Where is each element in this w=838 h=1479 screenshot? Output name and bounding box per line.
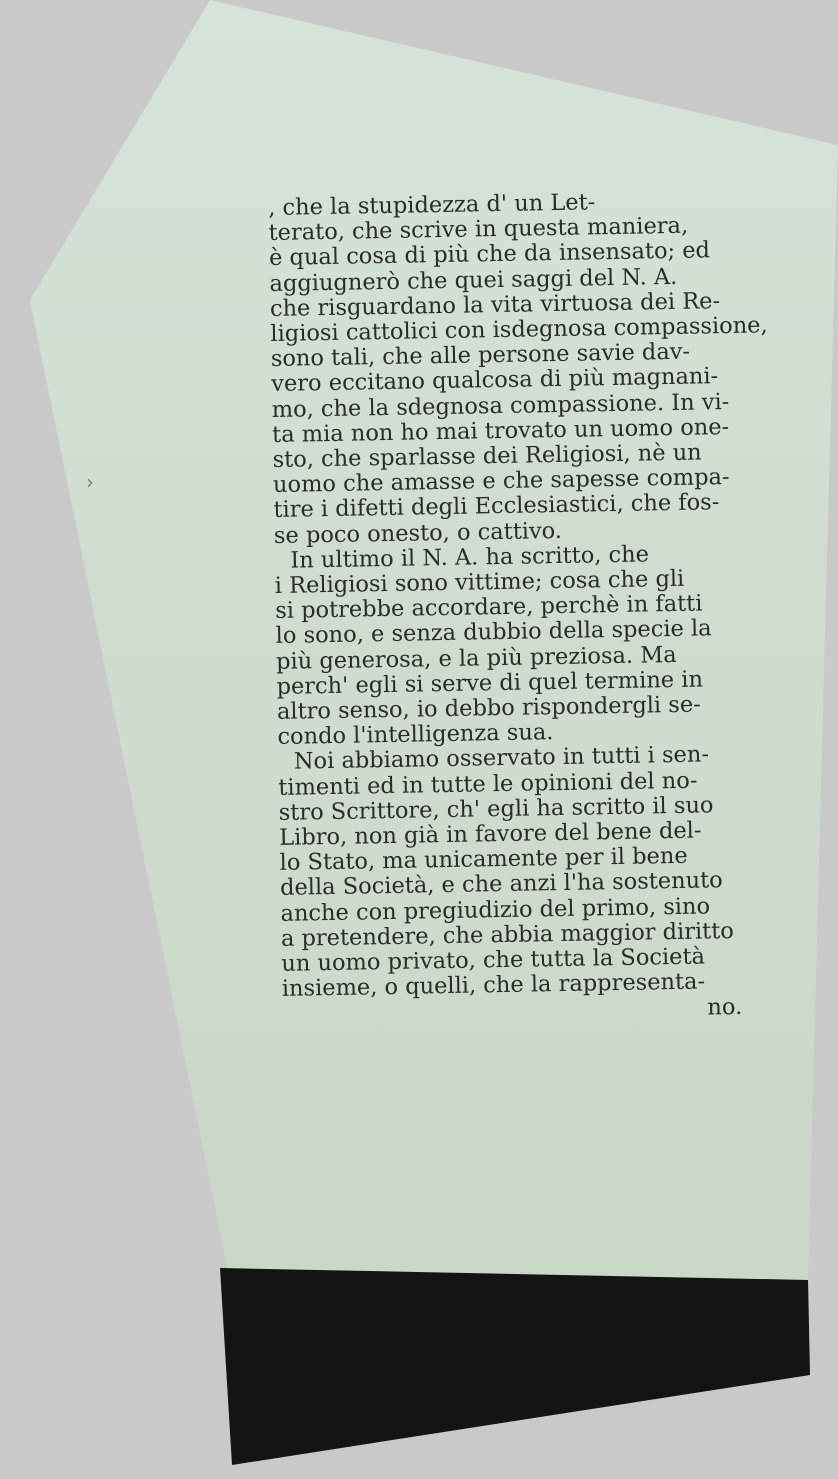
body-text — [268, 187, 812, 1028]
text-line: ligiosi cattolici con isdegnosa compassione, — [270, 312, 768, 347]
text-line: aggiugnerò che quei saggi del N. A. — [269, 263, 678, 297]
text-line: è qual cosa di più che da insensato; ed — [268, 237, 711, 272]
text-line: della Società, e che anzi l'ha sostenuto — [279, 867, 723, 902]
text-line: più generosa, e la più preziosa. Ma — [275, 641, 677, 675]
text-line: , che la stupidezza d' un Let- — [267, 189, 596, 221]
text-line: altro senso, io debbo rispondergli se- — [276, 691, 701, 725]
text-line: mo, che la sdegnosa compassione. In vi- — [271, 388, 730, 423]
text-line: che risguardano la vita virtuosa dei Re- — [269, 287, 721, 322]
text-line: ta mia non ho mai trovato un uomo one- — [271, 413, 730, 448]
text-line: Noi abbiamo osservato in tutti i sen- — [293, 741, 710, 776]
text-line: stro Scrittore, ch' egli ha scritto il suo — [278, 792, 714, 826]
text-line: condo l'intelligenza sua. — [277, 719, 554, 751]
text-line: perch' egli si serve di quel termine in — [276, 666, 704, 700]
text-line: tire i difetti degli Ecclesiastici, che fos- — [273, 489, 720, 524]
margin-mark: › — [86, 470, 94, 494]
text-line: timenti ed in tutte le opinioni del no- — [278, 767, 698, 801]
text-line: se poco onesto, o cattivo. — [273, 517, 563, 549]
text-line: Libro, non già in favore del bene del- — [278, 817, 702, 851]
text-line: uomo che amasse e che sapesse compa- — [272, 464, 730, 499]
text-line: lo sono, e senza dubbio della specie la — [275, 615, 712, 650]
text-line: si potrebbe accordare, perchè in fatti — [275, 590, 703, 625]
text-line: insieme, o quelli, che la rappresenta- — [281, 968, 706, 1003]
text-line: In ultimo il N. A. ha scritto, che — [290, 541, 650, 574]
text-line: sto, che sparlasse dei Religiosi, nè un — [272, 439, 702, 473]
text-line: anche con pregiudizio del primo, sino — [280, 893, 711, 927]
text-line: lo Stato, ma unicamente per il bene — [279, 843, 688, 877]
text-line: terato, che scrive in questa maniera, — [268, 212, 689, 247]
catchword: no. — [707, 993, 743, 1020]
text-line: i Religiosi sono vittime; cosa che gli — [274, 565, 685, 599]
text-line: un uomo privato, che tutta la Società — [281, 943, 706, 977]
text-line: a pretendere, che abbia maggior diritto — [280, 917, 735, 952]
text-line: sono tali, che alle persone savie dav- — [270, 338, 691, 373]
text-line: vero eccitano qualcosa di più magnani- — [271, 363, 719, 398]
